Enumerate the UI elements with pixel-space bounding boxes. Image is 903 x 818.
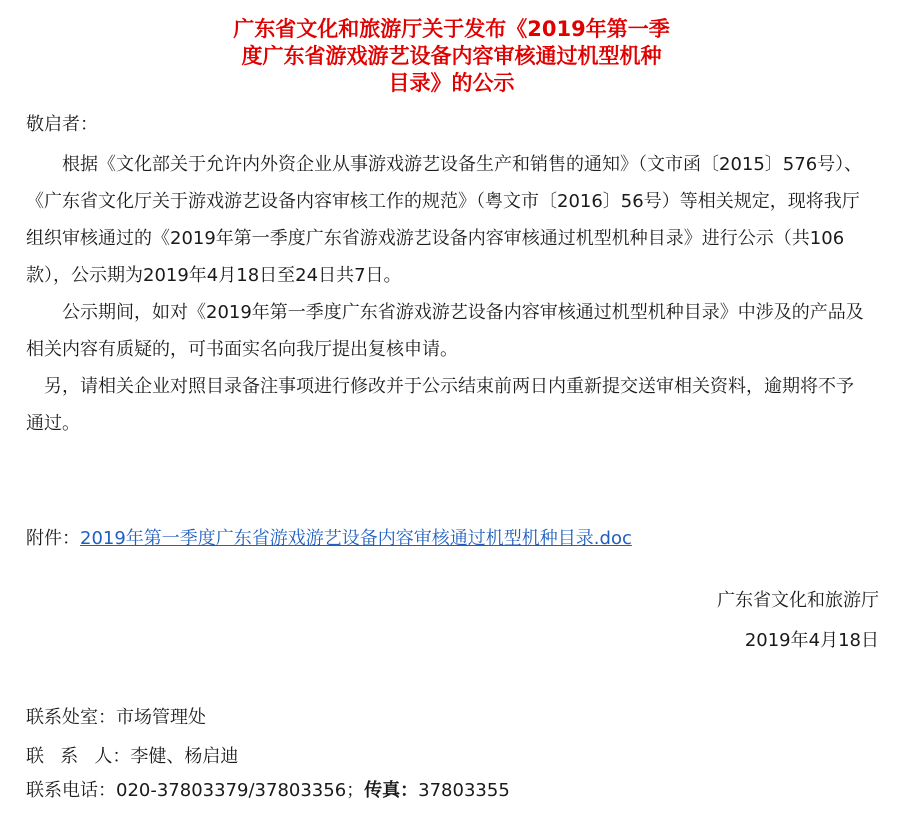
- contact-phone-value: 020-37803379/37803356；: [116, 780, 365, 801]
- contact-person-label: [26, 742, 130, 772]
- paragraph-basis: 根据《文化部关于允许内外资企业从事游戏游艺设备生产和销售的通知》（文市函〔2015〕576号）、《广东省文化厅关于游戏游艺设备内容审核工作的规范》（粤文市〔2016〕56号）等相关规定，现将我厅组织审核通过的《2019年第一季度广东省游戏游艺设备内容审核通过机型机种目录》进行公示（共106款），公示期为2019年4月18日至24日共7日。: [26, 154, 863, 286]
- attachment-label: 附件：: [26, 528, 80, 549]
- contact-person-value: 李健、杨启迪: [130, 746, 239, 767]
- contact-person-label-main: 联系: [26, 746, 95, 767]
- greeting: 敬启者：: [26, 114, 98, 135]
- notice-title-line-1: 广东省文化和旅游厅关于发布《2019年第一季: [233, 17, 670, 41]
- signature-org: 广东省文化和旅游厅: [717, 590, 879, 611]
- contact-office: [26, 703, 206, 733]
- contact-phone: [26, 776, 510, 806]
- attachment-row: [26, 524, 632, 554]
- paragraph-correction: 另，请相关企业对照目录备注事项进行修改并于公示结束前两日内重新提交送审相关资料，逾期将不予通过。: [26, 376, 854, 434]
- paragraph-review: 公示期间，如对《2019年第一季度广东省游戏游艺设备内容审核通过机型机种目录》中涉及的产品及相关内容有质疑的，可书面实名向我厅提出复核申请。: [26, 302, 864, 360]
- contact-phone-label: 联系电话：: [26, 780, 116, 801]
- signature-date: 2019年4月18日: [744, 630, 879, 651]
- contact-fax-label: 传真：: [364, 780, 419, 801]
- attachment-link[interactable]: 2019年第一季度广东省游戏游艺设备内容审核通过机型机种目录.doc: [80, 528, 632, 549]
- notice-title: [0, 16, 903, 97]
- contact-office-label: 联系处室：: [26, 707, 116, 728]
- notice-title-line-3: 目录》的公示: [388, 71, 515, 95]
- notice-body: [26, 146, 871, 442]
- notice-title-line-2: 度广东省游戏游艺设备内容审核通过机型机种: [241, 44, 662, 68]
- contact-office-value: 市场管理处: [116, 707, 206, 728]
- contact-person: [26, 742, 238, 772]
- contact-fax-value: 37803355: [418, 780, 510, 801]
- contact-person-label-last: 人：: [94, 746, 131, 767]
